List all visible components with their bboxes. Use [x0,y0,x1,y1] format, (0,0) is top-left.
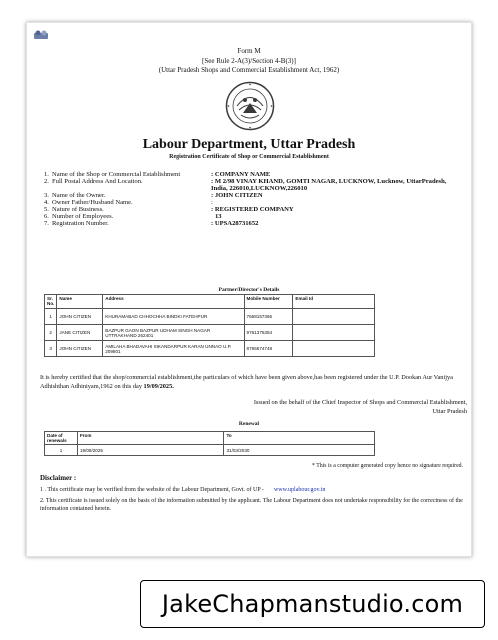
field-number: 4. [44,199,49,206]
field-number: 5. [44,206,49,213]
registration-fields [44,171,464,227]
field-value: : REGISTERED COMPANY [211,206,294,213]
field-number: 2. [44,178,49,185]
disclaimer-heading: Disclaimer : [40,474,77,482]
table-cell: 3 [45,341,57,357]
issued-line: Uttar Pradesh [432,407,467,415]
certificate-page [26,22,472,557]
table-cell [293,309,375,325]
disclaimer-text: 1 . This certificate may be verified from the website of the Labour Department, Govt. of UP - [40,487,264,493]
field-business-nature [44,206,464,213]
field-label: Full Postal Address And Location. [52,178,143,185]
table-cell: 7668157366 [244,309,293,325]
field-number: 7. [44,220,49,227]
form-rule: [See Rule 2-A(3)/Section 4-B(3)] [202,56,296,65]
table-cell: 19/09/2025 [77,445,224,456]
renewal-heading: Renewal [238,421,260,427]
field-owner-father [44,199,464,206]
field-value: : COMPANY NAME [211,171,271,178]
table-cell: 9761375354 [244,325,293,341]
column-header: Email Id [293,295,375,309]
website-link[interactable]: www.uplabour.gov.in [273,487,326,493]
table-row [45,341,375,357]
field-value: 13 [215,213,222,220]
column-header: From [77,432,224,445]
column-header: Sr. No. [45,295,57,309]
disclaimer-item [40,487,464,493]
field-registration-number [44,220,464,227]
field-label: Owner Father/Husband Name. [52,199,133,206]
field-number: 3. [44,192,49,199]
table-cell: JOHN CITIZEN [57,309,103,325]
document-title: Labour Department, Uttar Pradesh [142,137,356,152]
table-cell: AMILAHA BHADAVAHI SIKANDARPUR KARAN UNNAO U.P. 209801 [103,341,244,357]
table-header-row [45,295,375,309]
field-number: 6. [44,213,49,220]
table-row [45,445,375,456]
field-label: Registration Number. [52,220,109,227]
certification-body: It is hereby certified that the shop/commercial establishment,the particulars of which have been given above,has been registered under the U.P. Dookan Aur Vanijya Adhishthan Adhiniyam,1962 on this day [40,374,453,390]
table-cell [293,341,375,357]
renewal-table [44,431,375,456]
column-header: Name [57,295,103,309]
computer-generated-note: * This is a computer generated copy hence no signature required. [311,463,463,469]
field-label: Nature of Business. [52,206,104,213]
table-cell: 8765674748 [244,341,293,357]
field-owner-name [44,192,464,199]
table-row [45,309,375,325]
form-name: Form M [237,47,261,55]
issued-by [195,399,467,416]
document-subtitle: Registration Certificate of Shop or Commercial Establishment [169,154,329,160]
registration-date: 19/09/2025. [143,382,174,390]
column-header: Address [103,295,244,309]
table-cell: 31/03/2030 [224,445,375,456]
column-header: To [224,432,375,445]
table-cell: KHURAMABAD CHHOCHHA BINDKI FATEHPUR [103,309,244,325]
field-value: : UPSA28731652 [211,220,259,227]
column-header: Date of renewals [45,432,78,445]
field-value: : M 2/98 VINAY KHAND, GOMTI NAGAR, LUCKNOW, Lucknow, UttarPradesh, India, 226010,LUCKNOW,226010 [211,178,447,192]
table-cell: 1 [45,445,78,456]
field-shop-name [44,171,464,178]
field-label: Name of the Shop or Commercial Establishment [52,171,181,178]
partners-table [44,294,375,357]
field-value: : JOHN CITIZEN [211,192,263,199]
partners-heading: Partner/Director's Details [218,287,280,293]
certification-text [40,374,464,391]
table-cell: 1 [45,309,57,325]
table-cell: 2 [45,325,57,341]
field-label: Name of the Owner. [52,192,106,199]
disclaimer-item: 2. This certificate is issued solely on the basis of the information submitted by the applicant. The Labour Department does not undertake responsibility for the correctness of the information contained herein. [40,498,463,512]
form-act: (Uttar Pradesh Shops and Commercial Establishment Act, 1962) [158,66,340,74]
form-header [27,47,471,76]
table-cell: BAZPUR GAON BAZPUR UDHAM SINGH NAGAR UTTRAKHAND 262401 [103,325,244,341]
issued-line: Issued on the behalf of the Chief Inspector of Shops and Commercial Establishment, [253,399,467,406]
department-logo-icon [33,29,49,41]
table-header-row [45,432,375,445]
table-row [45,325,375,341]
table-cell: JANE CITIZEN [57,325,103,341]
watermark-banner: JakeChapmanstudio.com [140,580,485,628]
field-employees [44,213,464,220]
table-cell [293,325,375,341]
field-value: : [211,199,213,206]
column-header: Mobile Number [244,295,293,309]
field-number: 1. [44,171,49,178]
field-label: Number of Employees. [52,213,114,220]
government-seal-icon [225,81,275,131]
field-address [44,178,464,192]
table-cell: JOHN CITIZEN [57,341,103,357]
